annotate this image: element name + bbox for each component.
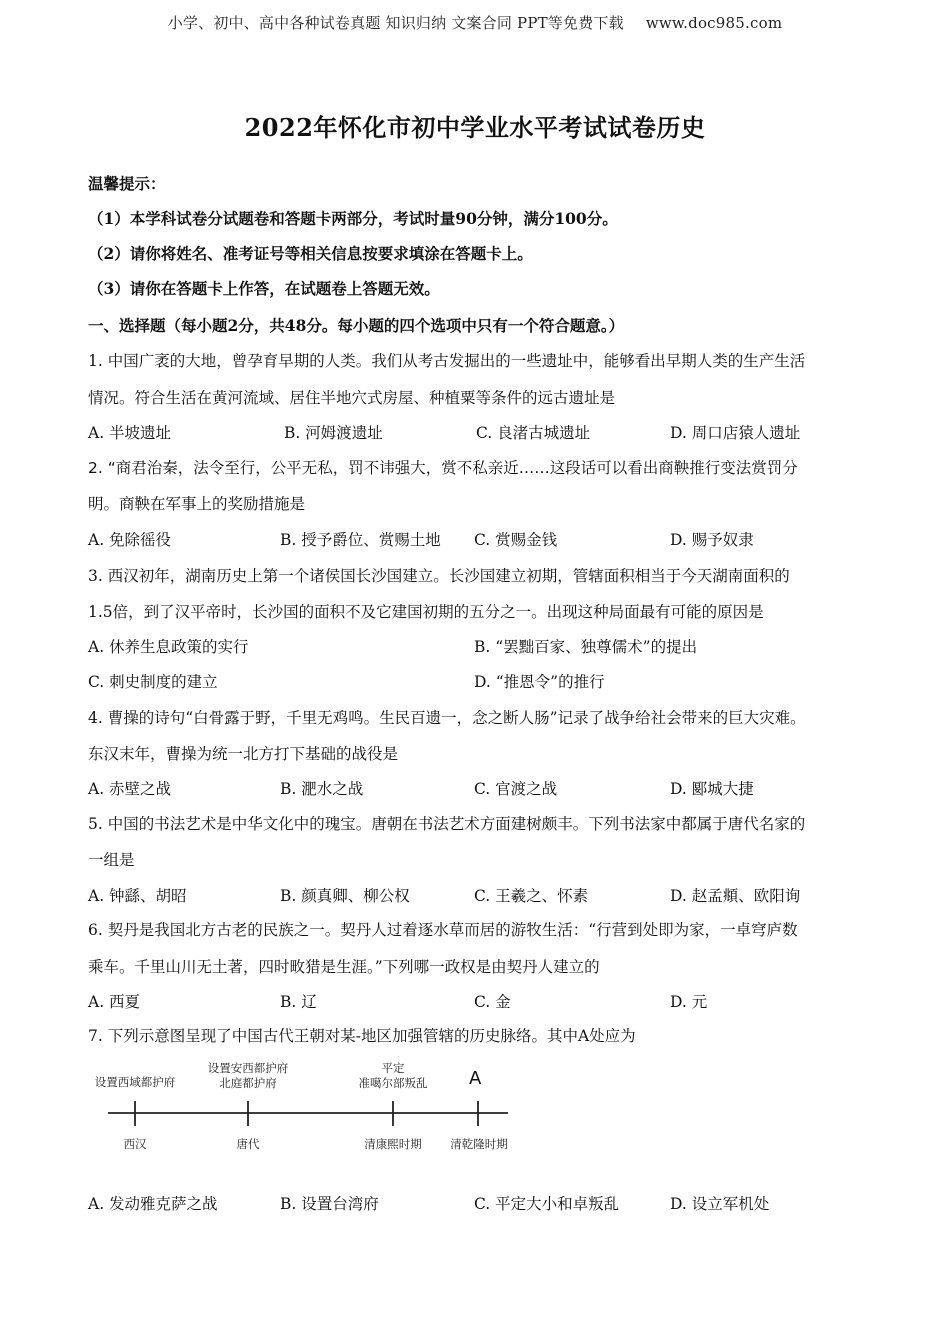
- timeline-event-3-label-2: 准噶尔部叛乱: [358, 1076, 428, 1090]
- q6-option-b[interactable]: B. 辽: [280, 993, 317, 1011]
- q6-options: [88, 990, 878, 1012]
- timeline-event-3-period: 清康熙时期: [364, 1137, 422, 1151]
- timeline-event-2-period: 唐代: [236, 1137, 260, 1151]
- q5-option-b[interactable]: B. 颜真卿、柳公权: [280, 887, 410, 905]
- q7-option-a[interactable]: A. 发动雅克萨之战: [88, 1195, 218, 1213]
- q3-line-1: 3. 西汉初年，湖南历史上第一个诸侯国长沙国建立。长沙国建立初期，管辖面积相当于今天湖南面积的: [88, 567, 790, 585]
- section-heading: 一、选择题（每小题2分，共48分。每小题的四个选项中只有一个符合题意。）: [88, 316, 625, 335]
- q1-line-2: 情况。符合生活在黄河流域、居住半地穴式房屋、种植粟等条件的远古遗址是: [88, 389, 616, 407]
- timeline-event-3-label: 平定: [381, 1061, 405, 1075]
- timeline-event-4-label: A: [469, 1068, 482, 1089]
- tip-1: （1）本学科试卷分试题卷和答题卡两部分，考试时量90分钟，满分100分。: [88, 209, 618, 228]
- q4-line-1: 4. 曹操的诗句“白骨露于野，千里无鸡鸣。生民百遗一，念之断人肠”记录了战争给社会带来的巨大灾难。: [88, 709, 806, 727]
- q4-option-a[interactable]: A. 赤壁之战: [88, 780, 172, 798]
- q1-option-d[interactable]: D. 周口店猿人遗址: [670, 424, 801, 442]
- tip-3: （3）请你在答题卡上作答，在试题卷上答题无效。: [88, 279, 440, 298]
- timeline-event-1-period: 西汉: [123, 1137, 147, 1151]
- q2-option-d[interactable]: D. 赐予奴隶: [670, 531, 754, 549]
- header-text: 小学、初中、高中各种试卷真题 知识归纳 文案合同 PPT等免费下载: [167, 14, 624, 32]
- q7-options: [88, 1192, 878, 1214]
- q6-option-d[interactable]: D. 元: [670, 993, 708, 1011]
- q4-options: [88, 777, 878, 799]
- q5-options: [88, 884, 878, 906]
- q2-option-b[interactable]: B. 授予爵位、赏赐土地: [280, 531, 441, 549]
- page-title: 2022年怀化市初中学业水平考试试卷历史: [244, 113, 706, 142]
- q3-options-row-1: [88, 635, 878, 657]
- q1-options: [88, 421, 878, 443]
- q6-option-c[interactable]: C. 金: [474, 993, 511, 1011]
- q1-option-a[interactable]: A. 半坡遗址: [88, 424, 172, 442]
- q7-option-c[interactable]: C. 平定大小和卓叛乱: [474, 1195, 620, 1213]
- tip-2: （2）请你将姓名、准考证号等相关信息按要求填涂在答题卡上。: [88, 244, 533, 263]
- timeline-diagram: [88, 1058, 528, 1158]
- q2-line-2: 明。商鞅在军事上的奖励措施是: [88, 495, 306, 513]
- q1-line-1: 1. 中国广袤的大地，曾孕育早期的人类。我们从考古发掘出的一些遗址中，能够看出早期人类的生产生活: [88, 352, 806, 370]
- timeline-event-4-period: 清乾隆时期: [450, 1137, 508, 1151]
- q5-line-2: 一组是: [88, 851, 135, 869]
- timeline-event-1-label: 设置西域都护府: [94, 1075, 176, 1089]
- q5-option-a[interactable]: A. 钟繇、胡昭: [88, 887, 187, 905]
- q4-option-b[interactable]: B. 淝水之战: [280, 780, 364, 798]
- q3-line-2: 1.5倍，到了汉平帝时，长沙国的面积不及它建国初期的五分之一。出现这种局面最有可能的原因是: [88, 603, 764, 621]
- header-site[interactable]: www.doc985.com: [645, 14, 783, 32]
- q5-option-c[interactable]: C. 王羲之、怀素: [474, 887, 589, 905]
- q7-option-d[interactable]: D. 设立军机处: [670, 1195, 770, 1213]
- q2-options: [88, 528, 878, 550]
- q5-line-1: 5. 中国的书法艺术是中华文化中的瑰宝。唐朝在书法艺术方面建树颇丰。下列书法家中都属于唐代名家的: [88, 815, 806, 833]
- q1-option-b[interactable]: B. 河姆渡遗址: [284, 424, 383, 442]
- timeline-event-2-label-2: 北庭都护府: [219, 1076, 277, 1090]
- q2-line-1: 2. “商君治秦，法令至行，公平无私，罚不讳强大，赏不私亲近……这段话可以看出商鞅推行变法赏罚分: [88, 459, 798, 477]
- q4-option-c[interactable]: C. 官渡之战: [474, 780, 558, 798]
- tips-heading: 温馨提示：: [88, 174, 166, 193]
- q7-option-b[interactable]: B. 设置台湾府: [280, 1195, 379, 1213]
- q2-option-c[interactable]: C. 赏赐金钱: [474, 531, 558, 549]
- q6-line-2: 乘车。千里山川无土著，四时畋猎是生涯。”下列哪一政权是由契丹人建立的: [88, 958, 600, 976]
- q3-option-a[interactable]: A. 休养生息政策的实行: [88, 638, 249, 656]
- q3-option-d[interactable]: D. “推恩令”的推行: [474, 673, 605, 691]
- q3-option-b[interactable]: B. “罢黜百家、独尊儒术”的提出: [474, 638, 698, 656]
- page-header: [0, 12, 950, 33]
- q6-option-a[interactable]: A. 西夏: [88, 993, 141, 1011]
- q1-option-c[interactable]: C. 良渚古城遗址: [476, 424, 591, 442]
- q6-line-1: 6. 契丹是我国北方古老的民族之一。契丹人过着逐水草而居的游牧生活：“行营到处即为家，一卓穹庐数: [88, 921, 798, 939]
- timeline-event-2-label: 设置安西都护府: [207, 1061, 289, 1075]
- q7-line-1: 7. 下列示意图呈现了中国古代王朝对某-地区加强管辖的历史脉络。其中A处应为: [88, 1027, 636, 1045]
- q4-option-d[interactable]: D. 郾城大捷: [670, 780, 754, 798]
- q3-option-c[interactable]: C. 刺史制度的建立: [88, 673, 218, 691]
- q3-options-row-2: [88, 670, 878, 692]
- q4-line-2: 东汉末年，曹操为统一北方打下基础的战役是: [88, 745, 399, 763]
- q5-option-d[interactable]: D. 赵孟頫、欧阳询: [670, 887, 801, 905]
- q2-option-a[interactable]: A. 免除徭役: [88, 531, 172, 549]
